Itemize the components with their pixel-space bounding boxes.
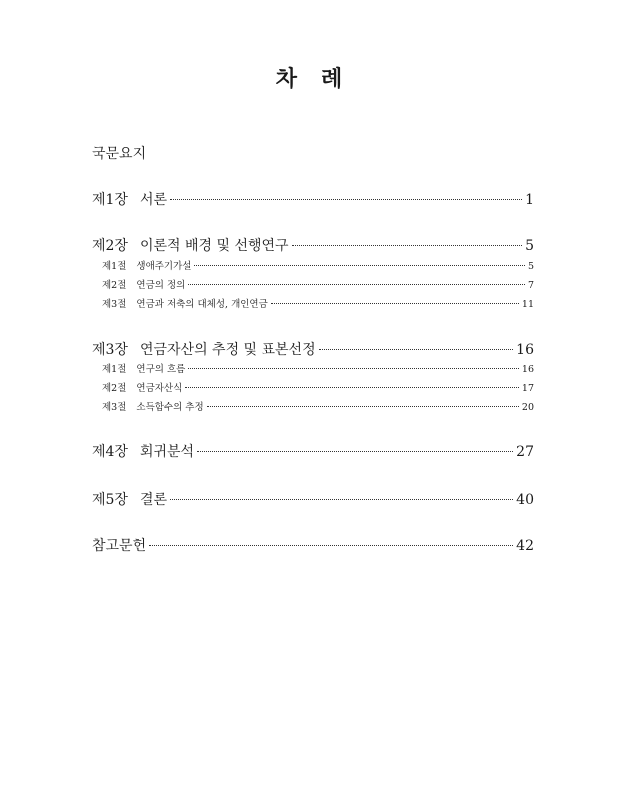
dot-leader: [185, 387, 519, 388]
page-number: 1: [525, 192, 534, 208]
toc-section-2-3[interactable]: [102, 297, 534, 313]
chapter-title: 회귀분석: [139, 444, 195, 460]
section-title: 연금의 정의: [136, 280, 186, 291]
chapter-number: 제3장: [92, 342, 128, 358]
toc-chapter-3[interactable]: [92, 340, 534, 360]
section-title: 연구의 흐름: [136, 364, 186, 375]
toc-chapter-2[interactable]: [92, 236, 534, 256]
dot-leader: [188, 284, 525, 285]
section-title: 소득함수의 추정: [136, 402, 204, 413]
toc-section-3-3[interactable]: [102, 400, 534, 416]
page-number: 20: [521, 402, 534, 413]
dot-leader: [292, 245, 523, 246]
toc-references[interactable]: [92, 536, 534, 556]
chapter-title: 결론: [139, 492, 168, 508]
page-number: 17: [521, 383, 534, 394]
page-number: 5: [527, 261, 534, 272]
toc-chapter-1[interactable]: [92, 190, 534, 210]
page-number: 11: [521, 299, 534, 310]
dot-leader: [194, 265, 524, 266]
chapter-number: 제1장: [92, 192, 128, 208]
references-title: 참고문헌: [92, 538, 147, 554]
chapter-number: 제2장: [92, 238, 128, 254]
page-number: 16: [521, 364, 534, 375]
dot-leader: [170, 499, 513, 500]
dot-leader: [207, 406, 519, 407]
section-number: 제2절: [102, 280, 127, 291]
section-number: 제3절: [102, 402, 127, 413]
page-number: 5: [525, 238, 534, 254]
page-number: 40: [516, 492, 534, 508]
page-title-first-char: 차: [275, 66, 299, 92]
chapter-title: 연금자산의 추정 및 표본선정: [139, 342, 316, 358]
page-number: 27: [516, 444, 534, 460]
page-number: 16: [516, 342, 534, 358]
section-number: 제1절: [102, 364, 127, 375]
toc-section-2-2[interactable]: [102, 278, 534, 294]
section-number: 제2절: [102, 383, 127, 394]
dot-leader: [197, 451, 513, 452]
dot-leader: [170, 199, 522, 200]
chapter-title: 이론적 배경 및 선행연구: [139, 238, 289, 254]
section-title: 연금과 저축의 대체성, 개인연금: [136, 299, 268, 310]
section-number: 제1절: [102, 261, 127, 272]
dot-leader: [319, 349, 514, 350]
page-title: [0, 62, 620, 93]
section-title: 생애주기가설: [136, 261, 192, 272]
page-number: 42: [516, 538, 534, 554]
toc-section-3-1[interactable]: [102, 362, 534, 378]
section-number: 제3절: [102, 299, 127, 310]
toc-section-2-1[interactable]: [102, 259, 534, 275]
toc-abstract[interactable]: 국문요지: [92, 146, 147, 162]
toc-chapter-5[interactable]: [92, 490, 534, 510]
page-title-second-char: 례: [321, 66, 345, 92]
chapter-title: 서론: [139, 192, 168, 208]
chapter-number: 제5장: [92, 492, 128, 508]
dot-leader: [149, 545, 513, 546]
section-title: 연금자산식: [136, 383, 183, 394]
dot-leader: [271, 303, 519, 304]
toc-chapter-4[interactable]: [92, 442, 534, 462]
toc-section-3-2[interactable]: [102, 381, 534, 397]
dot-leader: [188, 368, 519, 369]
page-number: 7: [527, 280, 534, 291]
chapter-number: 제4장: [92, 444, 128, 460]
